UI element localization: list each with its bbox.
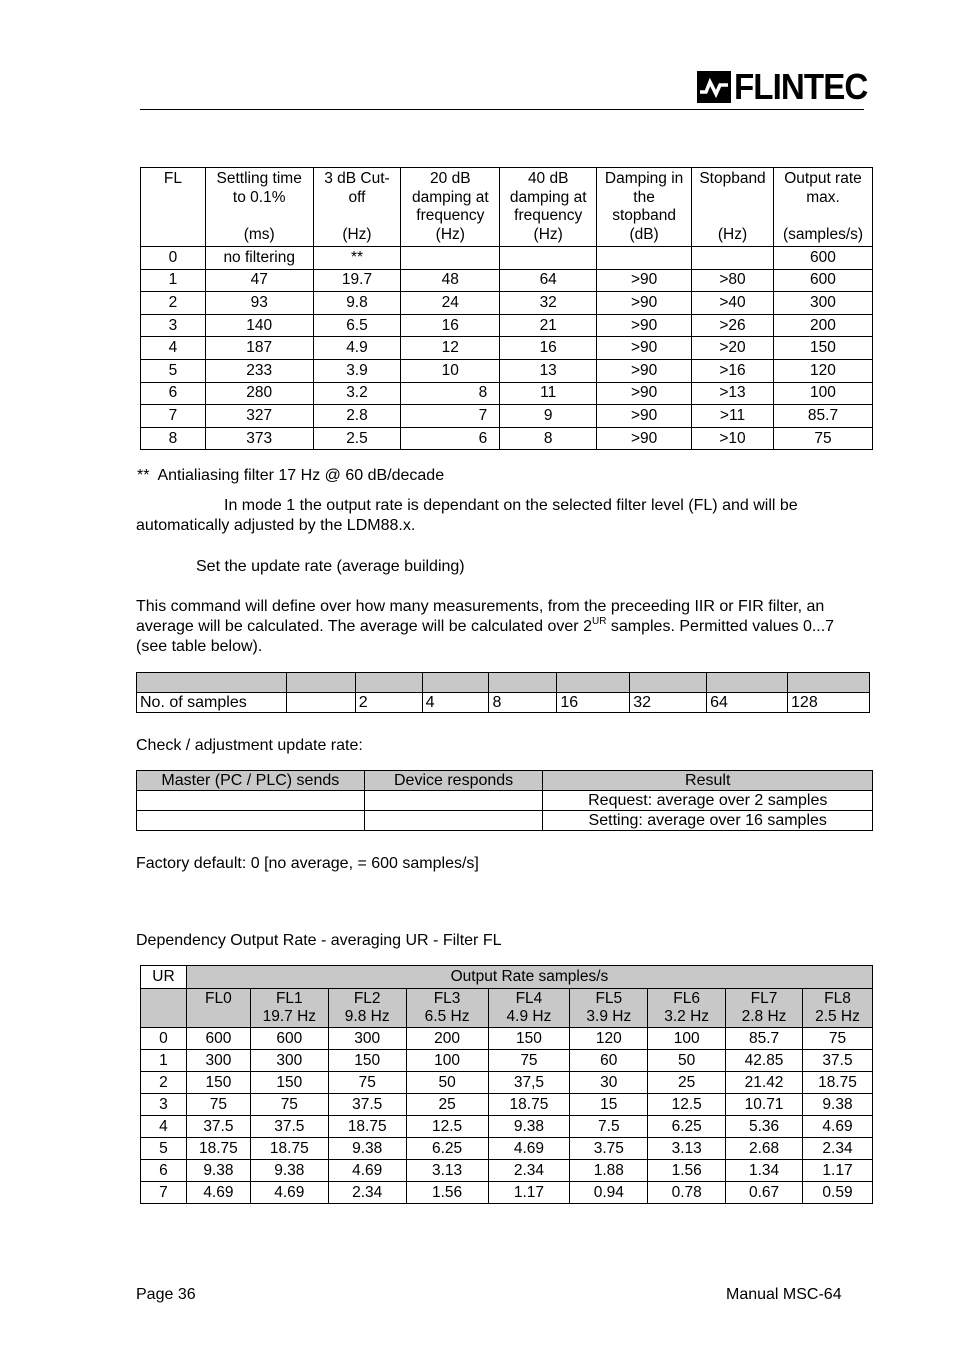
table-cell: 4.69 <box>802 1116 872 1138</box>
table-cell: 150 <box>328 1050 406 1072</box>
table-cell: Setting: average over 16 samples <box>543 811 873 831</box>
table-cell: 12.5 <box>406 1116 488 1138</box>
table-cell: 373 <box>205 427 313 450</box>
table-cell: 150 <box>250 1072 328 1094</box>
samples-value: 128 <box>788 693 870 713</box>
table-cell: 12 <box>401 337 500 360</box>
table-row <box>141 337 873 360</box>
flintec-logo <box>697 66 879 107</box>
table-cell: 4.69 <box>488 1138 570 1160</box>
table-row <box>141 292 873 315</box>
table-cell <box>364 791 543 811</box>
table-cell: >90 <box>597 337 692 360</box>
samples-header-cell <box>355 673 422 693</box>
description-text-1: This command will define over how many measurements, from the preceeding IIR or FIR filter, an average will be calculated. The average will be calculated over 2 <box>136 598 825 635</box>
table-cell: 1.17 <box>488 1182 570 1204</box>
table-cell: 75 <box>328 1072 406 1094</box>
table-cell: 200 <box>406 1028 488 1050</box>
mode-note-text: In mode 1 the output rate is dependant on the selected filter level (FL) and will be automatically adjusted by the LDM88.x. <box>136 497 798 534</box>
table-cell: 120 <box>773 359 872 382</box>
table-cell: ** <box>313 247 401 270</box>
rate-column-freq <box>190 1008 247 1026</box>
check-title: Check / adjustment update rate: <box>136 737 363 754</box>
footer-manual: Manual MSC-64 <box>726 1286 842 1303</box>
check-header-row <box>137 771 873 791</box>
rate-column-header <box>802 989 872 1028</box>
table-cell <box>364 811 543 831</box>
table-cell: 75 <box>186 1094 250 1116</box>
rate-column-header <box>726 989 803 1028</box>
table-row <box>141 427 873 450</box>
rate-column-freq: 9.8 Hz <box>344 1008 390 1025</box>
table-cell: 3.2 <box>313 382 401 405</box>
table-cell <box>137 791 365 811</box>
table-cell: 18.75 <box>802 1072 872 1094</box>
table-cell: 18.75 <box>328 1116 406 1138</box>
table-cell <box>692 247 774 270</box>
samples-value: 2 <box>355 693 422 713</box>
table-cell: 85.7 <box>726 1028 803 1050</box>
table-row <box>141 314 873 337</box>
rate-column-header <box>186 989 250 1028</box>
table-cell: 6 <box>401 427 500 450</box>
table-row <box>141 269 873 292</box>
rate-column-name: FL2 <box>353 990 381 1007</box>
table-cell: 75 <box>488 1050 570 1072</box>
table-cell: 1.56 <box>406 1182 488 1204</box>
table-cell: 7 <box>141 405 206 428</box>
samples-header-cell <box>707 673 788 693</box>
table-cell: 4.9 <box>313 337 401 360</box>
rate-sub-corner <box>141 989 187 1028</box>
table-cell: 37.5 <box>802 1050 872 1072</box>
table-cell: 0 <box>141 247 206 270</box>
table-row <box>137 791 873 811</box>
table-cell: 0.67 <box>726 1182 803 1204</box>
check-header-cell: Result <box>543 771 873 791</box>
logo-text: FLINTEC <box>734 66 868 107</box>
filter-header-cell: 40 dB damping at frequency (Hz) <box>500 168 597 247</box>
table-cell: 120 <box>570 1028 648 1050</box>
table-cell: >16 <box>692 359 774 382</box>
table-cell: 18.75 <box>488 1094 570 1116</box>
table-cell <box>500 247 597 270</box>
table-cell: 150 <box>488 1028 570 1050</box>
table-cell: 93 <box>205 292 313 315</box>
samples-header-cell <box>630 673 707 693</box>
table-row <box>141 1182 873 1204</box>
table-cell: 2.34 <box>488 1160 570 1182</box>
table-cell: 600 <box>250 1028 328 1050</box>
table-cell: 6.25 <box>406 1138 488 1160</box>
table-cell: 50 <box>406 1072 488 1094</box>
table-row <box>141 405 873 428</box>
table-cell: 9 <box>500 405 597 428</box>
table-cell: 16 <box>401 314 500 337</box>
description-text-2: samples. Permitted values 0...7 (see table below). <box>136 618 835 655</box>
table-cell: >13 <box>692 382 774 405</box>
table-cell: 9.38 <box>488 1116 570 1138</box>
rate-column-header <box>250 989 328 1028</box>
table-cell: Request: average over 2 samples <box>543 791 873 811</box>
table-cell: 9.8 <box>313 292 401 315</box>
table-cell <box>137 811 365 831</box>
table-cell <box>597 247 692 270</box>
table-cell: 5 <box>141 359 206 382</box>
samples-header-row <box>137 673 870 693</box>
samples-value <box>286 693 355 713</box>
table-cell: 50 <box>648 1050 726 1072</box>
table-cell: 9.38 <box>250 1160 328 1182</box>
table-cell: >10 <box>692 427 774 450</box>
rate-column-name: FL6 <box>673 990 701 1007</box>
rate-column-header <box>328 989 406 1028</box>
rate-sub-row <box>141 989 873 1028</box>
table-row <box>141 1160 873 1182</box>
table-cell: 600 <box>773 269 872 292</box>
table-cell: >90 <box>597 269 692 292</box>
table-cell: >90 <box>597 382 692 405</box>
table-cell: 8 <box>401 382 500 405</box>
rate-column-header <box>406 989 488 1028</box>
samples-label: No. of samples <box>137 693 287 713</box>
rate-corner: UR <box>141 966 187 989</box>
table-cell: 13 <box>500 359 597 382</box>
table-cell: 42.85 <box>726 1050 803 1072</box>
table-cell: 10 <box>401 359 500 382</box>
table-cell: 1.88 <box>570 1160 648 1182</box>
filter-header-row <box>141 168 873 247</box>
table-cell: 100 <box>406 1050 488 1072</box>
table-cell: 2.8 <box>313 405 401 428</box>
table-cell: 7.5 <box>570 1116 648 1138</box>
rate-column-header <box>648 989 726 1028</box>
table-cell: 100 <box>648 1028 726 1050</box>
rate-group-row <box>141 966 873 989</box>
rate-column-header <box>488 989 570 1028</box>
samples-table <box>136 672 870 713</box>
table-cell: 15 <box>570 1094 648 1116</box>
table-row <box>137 811 873 831</box>
table-cell: 0 <box>141 1028 187 1050</box>
rate-column-freq: 3.2 Hz <box>664 1008 710 1025</box>
table-cell: 280 <box>205 382 313 405</box>
table-cell: >90 <box>597 314 692 337</box>
table-cell: 48 <box>401 269 500 292</box>
table-cell: 300 <box>773 292 872 315</box>
footer-page: Page 36 <box>136 1286 196 1303</box>
table-cell: 0.59 <box>802 1182 872 1204</box>
table-cell: 9.38 <box>802 1094 872 1116</box>
samples-value: 8 <box>489 693 557 713</box>
samples-row <box>137 693 870 713</box>
rate-column-freq: 4.9 Hz <box>506 1008 552 1025</box>
table-cell: 3 <box>141 1094 187 1116</box>
table-cell: 1 <box>141 1050 187 1072</box>
filter-header-cell: Damping in the stopband (dB) <box>597 168 692 247</box>
samples-header-cell <box>422 673 489 693</box>
table-cell: 300 <box>328 1028 406 1050</box>
table-cell: >90 <box>597 427 692 450</box>
table-cell: >90 <box>597 359 692 382</box>
table-cell: 140 <box>205 314 313 337</box>
table-cell: 11 <box>500 382 597 405</box>
table-cell: 12.5 <box>648 1094 726 1116</box>
table-cell: 150 <box>186 1072 250 1094</box>
table-cell: 5 <box>141 1138 187 1160</box>
table-cell: 37.5 <box>250 1116 328 1138</box>
table-cell: 47 <box>205 269 313 292</box>
table-cell: 5.36 <box>726 1116 803 1138</box>
dependency-title: Dependency Output Rate - averaging UR - Filter FL <box>136 932 502 949</box>
filter-header-cell: Stopband (Hz) <box>692 168 774 247</box>
description-sup: UR <box>591 616 607 627</box>
table-cell: 60 <box>570 1050 648 1072</box>
table-cell: 18.75 <box>186 1138 250 1160</box>
table-row <box>141 1094 873 1116</box>
samples-value: 64 <box>707 693 788 713</box>
footnote: ** Antialiasing filter 17 Hz @ 60 dB/decade <box>137 467 445 484</box>
check-table <box>136 770 873 831</box>
table-cell: 8 <box>500 427 597 450</box>
table-cell: 8 <box>141 427 206 450</box>
table-cell: 200 <box>773 314 872 337</box>
table-cell: 25 <box>648 1072 726 1094</box>
table-cell: 2 <box>141 292 206 315</box>
table-cell: 21 <box>500 314 597 337</box>
header-rule <box>140 109 864 110</box>
table-cell: 64 <box>500 269 597 292</box>
table-cell: >80 <box>692 269 774 292</box>
filter-header-cell: 3 dB Cut-off (Hz) <box>313 168 401 247</box>
table-cell: 3.13 <box>648 1138 726 1160</box>
table-cell: 75 <box>773 427 872 450</box>
samples-header-cell <box>557 673 630 693</box>
table-cell: 100 <box>773 382 872 405</box>
rate-column-name: FL7 <box>750 990 778 1007</box>
rate-column-freq: 2.8 Hz <box>741 1008 787 1025</box>
table-cell: >40 <box>692 292 774 315</box>
rate-group-header: Output Rate samples/s <box>186 966 872 989</box>
table-cell: 3.13 <box>406 1160 488 1182</box>
samples-header-cell <box>788 673 870 693</box>
table-cell: 1.56 <box>648 1160 726 1182</box>
table-row <box>141 1072 873 1094</box>
table-cell: 2.34 <box>802 1138 872 1160</box>
table-cell: 7 <box>401 405 500 428</box>
section-title: Set the update rate (average building) <box>196 558 465 575</box>
samples-value: 16 <box>557 693 630 713</box>
table-cell: 6.5 <box>313 314 401 337</box>
samples-value: 32 <box>630 693 707 713</box>
filter-header-cell: FL <box>141 168 206 247</box>
table-row <box>141 359 873 382</box>
table-cell: 37,5 <box>488 1072 570 1094</box>
table-cell: 7 <box>141 1182 187 1204</box>
table-cell: 1.17 <box>802 1160 872 1182</box>
table-cell: 3.75 <box>570 1138 648 1160</box>
table-cell: 0.78 <box>648 1182 726 1204</box>
table-cell: 4.69 <box>186 1182 250 1204</box>
samples-header-cell <box>286 673 355 693</box>
table-cell: 24 <box>401 292 500 315</box>
table-cell: 327 <box>205 405 313 428</box>
table-cell: 6 <box>141 1160 187 1182</box>
table-cell: 3.9 <box>313 359 401 382</box>
table-cell: >90 <box>597 405 692 428</box>
table-cell: 187 <box>205 337 313 360</box>
table-row <box>141 247 873 270</box>
rate-column-name: FL8 <box>824 990 851 1007</box>
filter-header-cell: Output rate max. (samples/s) <box>773 168 872 247</box>
table-cell: >26 <box>692 314 774 337</box>
table-cell: 6.25 <box>648 1116 726 1138</box>
table-row <box>141 1050 873 1072</box>
rate-column-name: FL1 <box>275 990 303 1007</box>
table-cell: 2.5 <box>313 427 401 450</box>
table-cell: 300 <box>186 1050 250 1072</box>
flintec-wave-icon <box>697 71 731 103</box>
filter-header-cell: 20 dB damping at frequency (Hz) <box>401 168 500 247</box>
table-cell: >90 <box>597 292 692 315</box>
table-cell: 10.71 <box>726 1094 803 1116</box>
samples-value: 4 <box>422 693 489 713</box>
table-row <box>141 1028 873 1050</box>
table-cell: 37.5 <box>328 1094 406 1116</box>
rate-column-header <box>570 989 648 1028</box>
table-cell: 0.94 <box>570 1182 648 1204</box>
table-cell: 85.7 <box>773 405 872 428</box>
table-cell: 4.69 <box>328 1160 406 1182</box>
table-cell: 4 <box>141 1116 187 1138</box>
table-cell: 2.68 <box>726 1138 803 1160</box>
table-cell: 32 <box>500 292 597 315</box>
table-cell: 1 <box>141 269 206 292</box>
rate-column-freq: 6.5 Hz <box>424 1008 470 1025</box>
table-cell: 233 <box>205 359 313 382</box>
filter-header-cell: Settling time to 0.1% (ms) <box>205 168 313 247</box>
mode-note <box>136 496 866 536</box>
table-cell: 1.34 <box>726 1160 803 1182</box>
table-cell <box>401 247 500 270</box>
table-cell: no filtering <box>205 247 313 270</box>
table-cell: 150 <box>773 337 872 360</box>
table-row <box>141 1138 873 1160</box>
table-cell: 2 <box>141 1072 187 1094</box>
rate-column-freq: 3.9 Hz <box>586 1008 632 1025</box>
check-header-cell: Device responds <box>364 771 543 791</box>
check-header-cell: Master (PC / PLC) sends <box>137 771 365 791</box>
samples-header-cell <box>489 673 557 693</box>
table-cell: 6 <box>141 382 206 405</box>
table-cell: >11 <box>692 405 774 428</box>
table-cell: 3 <box>141 314 206 337</box>
table-cell: 16 <box>500 337 597 360</box>
table-row <box>141 1116 873 1138</box>
rate-column-name: FL4 <box>515 990 543 1007</box>
table-cell: 600 <box>186 1028 250 1050</box>
samples-header-cell <box>137 673 287 693</box>
table-cell: >20 <box>692 337 774 360</box>
table-cell: 2.34 <box>328 1182 406 1204</box>
table-cell: 18.75 <box>250 1138 328 1160</box>
table-row <box>141 382 873 405</box>
filter-table <box>140 167 873 450</box>
table-cell: 25 <box>406 1094 488 1116</box>
table-cell: 75 <box>802 1028 872 1050</box>
table-cell: 4 <box>141 337 206 360</box>
rate-column-name: FL5 <box>595 990 623 1007</box>
rate-column-name: FL3 <box>433 990 461 1007</box>
table-cell: 4.69 <box>250 1182 328 1204</box>
table-cell: 75 <box>250 1094 328 1116</box>
table-cell: 37.5 <box>186 1116 250 1138</box>
rate-column-freq: 2.5 Hz <box>815 1008 860 1025</box>
rate-column-freq: 19.7 Hz <box>262 1008 317 1025</box>
rate-column-name: FL0 <box>205 990 232 1007</box>
table-cell: 30 <box>570 1072 648 1094</box>
table-cell: 9.38 <box>186 1160 250 1182</box>
factory-default: Factory default: 0 [no average, = 600 samples/s] <box>136 855 479 872</box>
table-cell: 19.7 <box>313 269 401 292</box>
description <box>136 597 836 657</box>
table-cell: 9.38 <box>328 1138 406 1160</box>
table-cell: 600 <box>773 247 872 270</box>
table-cell: 21.42 <box>726 1072 803 1094</box>
table-cell: 300 <box>250 1050 328 1072</box>
rate-table <box>140 965 873 1204</box>
